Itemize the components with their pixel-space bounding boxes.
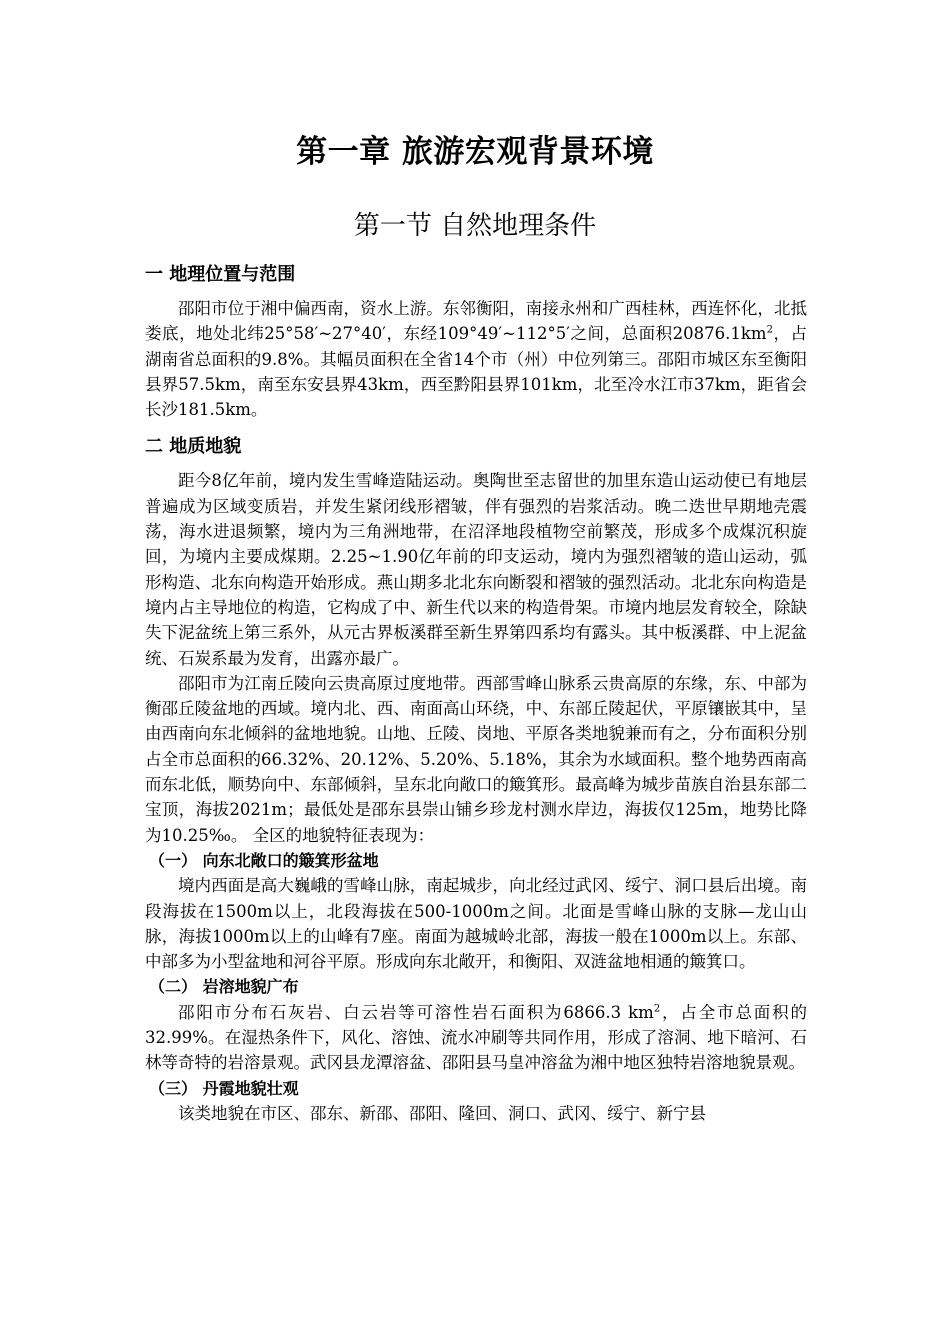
- heading-basin: （一） 向东北敞口的簸箕形盆地: [149, 850, 379, 870]
- heading-geology: 二 地质地貌: [145, 436, 242, 458]
- superscript-2: 2: [653, 1003, 661, 1015]
- paragraph-location: [145, 296, 807, 422]
- heading-karst: （二） 岩溶地貌广布: [149, 977, 299, 997]
- heading-location: 一 地理位置与范围: [145, 264, 296, 285]
- paragraph-geology-history: 距今8亿年前，境内发生雪峰造陆运动。奥陶世至志留世的加里东造山运动使已有地层普遍成为区域变质岩，并发生紧闭线形褶皱，伴有强烈的岩浆活动。晚二迭世早期地壳震荡，海水进退频繁，境内为三角洲地带，在沼泽地段植物空前繁茂，形成多个成煤沉积旋回，为境内主要成煤期。2.25~1.90亿年前的印支运动，境内为强烈褶皱的造山运动，弧形构造、北东向构造开始形成。燕山期多北北东向断裂和褶皱的强烈活动。北北东向构造是境内占主导地位的构造，它构成了中、新生代以来的构造骨架。市境内地层发育较全，除缺失下泥盆统上第三系外，从元古界板溪群至新生界第四系均有露头。其中板溪群、中上泥盆统、石炭系最为发育，出露亦最广。: [145, 471, 807, 668]
- document-body: [145, 258, 807, 1126]
- section-title: 第一节 自然地理条件: [353, 211, 597, 241]
- paragraph-geology-landform: 邵阳市为江南丘陵向云贵高原过度地带。西部雪峰山脉系云贵高原的东缘，东、中部为衡邵丘陵盆地的西域。境内北、西、南面高山环绕，中、东部丘陵起伏，平原镶嵌其中，呈由西南向东北倾斜的盆地地貌。山地、丘陵、岗地、平原各类地貌兼而有之，分布面积分别占全市总面积的66.32%、20.12%、5.20%、5.18%，其余为水域面积。整个地势西南高而东北低，顺势向中、东部倾斜，呈东北向敞口的簸箕形。最高峰为城步苗族自治县东部二宝顶，海拔2021m；最低处是邵东县崇山铺乡珍龙村测水岸边，海拔仅125m，地势比降为10.25‰。 全区的地貌特征表现为：: [145, 673, 807, 845]
- superscript-2: 2: [766, 324, 773, 336]
- chapter-title: 第一章 旅游宏观背景环境: [296, 134, 654, 170]
- paragraph-karst: [145, 1000, 807, 1076]
- paragraph-karst-text-b: ，占全市总面积的32.99%。在湿热条件下，风化、溶蚀、流水冲刷等共同作用，形成了溶洞、地下暗河、石林等奇特的岩溶景观。武冈县龙潭溶盆、邵阳县马皇冲溶盆为湘中地区独特岩溶地貌景观。: [145, 1002, 808, 1073]
- paragraph-danxia: 该类地貌在市区、邵东、新邵、邵阳、隆回、洞口、武冈、绥宁、新宁县: [178, 1103, 706, 1123]
- paragraph-basin: 境内西面是高大巍峨的雪峰山脉，南起城步，向北经过武冈、绥宁、洞口县后出境。南段海拔在1500m以上，北段海拔在500-1000m之间。北面是雪峰山脉的支脉—龙山山脉，海拔1000m以上的山峰有7座。南面为越城岭北部，海拔一般在1000m以上。东部、中部多为小型盆地和河谷平原。形成向东北敞开，和衡阳、双涟盆地相通的簸箕口。: [145, 876, 807, 972]
- paragraph-location-text-a: 邵阳市位于湘中偏西南，资水上游。东邻衡阳，南接永州和广西桂林，西连怀化，北抵娄底，地处北纬25°58′~27°40′，东经109°49′~112°5′之间，总面积20876.1km: [145, 299, 807, 344]
- heading-danxia: （三） 丹霞地貌壮观: [149, 1078, 299, 1098]
- paragraph-location-text-b: ，占湖南省总面积的9.8%。其幅员面积在全省14个市（州）中位列第三。邵阳市城区东至衡阳县界57.5km，南至东安县界43km，西至黔阳县界101km，北至冷水江市37km，距省会长沙181.5km。: [145, 324, 808, 420]
- paragraph-karst-text-a: 邵阳市分布石灰岩、白云岩等可溶性岩石面积为6866.3 km: [178, 1002, 654, 1022]
